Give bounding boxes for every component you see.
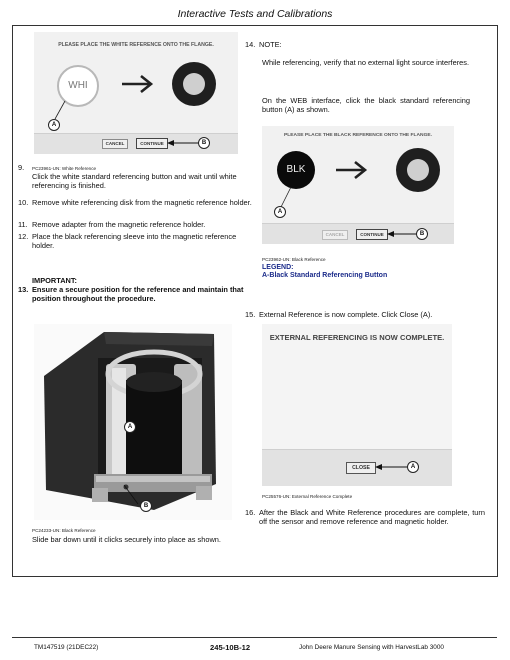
callout-a: A xyxy=(407,461,419,473)
legend-item-a: A-Black Standard Referencing Button xyxy=(262,272,388,279)
callout-a: A xyxy=(124,421,136,433)
callout-arrow xyxy=(375,462,407,472)
callout-arrow xyxy=(387,229,417,239)
step-15: 15. External Reference is now complete. Click Close (A). xyxy=(245,310,433,319)
referencing-complete-screen xyxy=(262,324,452,486)
white-reference-screen xyxy=(34,32,238,154)
footer-doc-id: TM147519 (21DEC22) xyxy=(34,644,99,651)
cancel-button[interactable]: CANCEL xyxy=(102,139,128,149)
web-instruction: On the WEB interface, click the black standard referencing button (A) as shown. xyxy=(262,96,470,114)
complete-title: EXTERNAL REFERENCING IS NOW COMPLETE. xyxy=(269,333,445,342)
step-11: 11. Remove adapter from the magnetic reference holder. xyxy=(18,220,206,229)
note-text: While referencing, verify that no external light source interferes. xyxy=(262,58,470,67)
callout-a: A xyxy=(274,206,286,218)
callout-a: A xyxy=(48,119,60,131)
continue-button[interactable]: CONTINUE xyxy=(136,138,168,149)
continue-button[interactable]: CONTINUE xyxy=(356,229,388,240)
page-header-title: Interactive Tests and Calibrations xyxy=(177,8,333,20)
footer-product: John Deere Manure Sensing with HarvestLab 3000 xyxy=(299,644,444,651)
important-label: IMPORTANT: xyxy=(32,276,78,285)
screen-prompt: PLEASE PLACE THE BLACK REFERENCE ONTO THE FLANGE. xyxy=(284,133,432,138)
step-14: 14. NOTE: xyxy=(245,40,282,49)
close-button[interactable]: CLOSE xyxy=(346,462,376,474)
black-reference-disk xyxy=(277,151,315,189)
black-reference-photo xyxy=(34,324,232,520)
callout-arrow xyxy=(167,138,199,148)
figure-caption: PC24233-UN: Black Reference xyxy=(32,528,96,533)
cancel-button[interactable]: CANCEL xyxy=(322,230,348,240)
step-16: 16. After the Black and White Reference procedures are complete, turn off the sensor and remove reference and magnetic holder. xyxy=(245,508,485,526)
figure-caption: PC25576-UN: External Reference Complete xyxy=(262,494,353,499)
disk-label: WHI xyxy=(68,80,88,91)
black-reference-screen xyxy=(262,126,454,244)
step-9: 9. Click the white standard referencing button and wait until white referencing is finished. xyxy=(18,163,237,190)
figure-caption: PC23962-UN: Black Reference xyxy=(262,257,326,262)
flange-icon xyxy=(172,62,216,106)
disk-label: BLK xyxy=(286,164,306,175)
footer-rule xyxy=(12,637,497,638)
legend-title: LEGEND: xyxy=(262,264,294,271)
callout-b: B xyxy=(198,137,210,149)
footer-page-number: 245-10B-12 xyxy=(210,643,251,652)
step-10: 10. Remove white referencing disk from the magnetic reference holder. xyxy=(18,198,252,207)
step-13: 13. Ensure a secure position for the reference and maintain that position throughout the procedure. xyxy=(18,285,244,303)
callout-b: B xyxy=(140,500,152,512)
flange-icon xyxy=(396,148,440,192)
arrow-right-icon xyxy=(334,160,368,180)
slide-bar-instruction: Slide bar down until it clicks securely into place as shown. xyxy=(32,535,221,544)
callout-b: B xyxy=(416,228,428,240)
arrow-right-icon xyxy=(120,74,154,94)
step-12: 12. Place the black referencing sleeve into the magnetic reference holder. xyxy=(18,232,237,250)
figure-caption: PC23961-UN: White Reference xyxy=(32,166,97,171)
screen-prompt: PLEASE PLACE THE WHITE REFERENCE ONTO THE FLANGE. xyxy=(58,42,214,48)
